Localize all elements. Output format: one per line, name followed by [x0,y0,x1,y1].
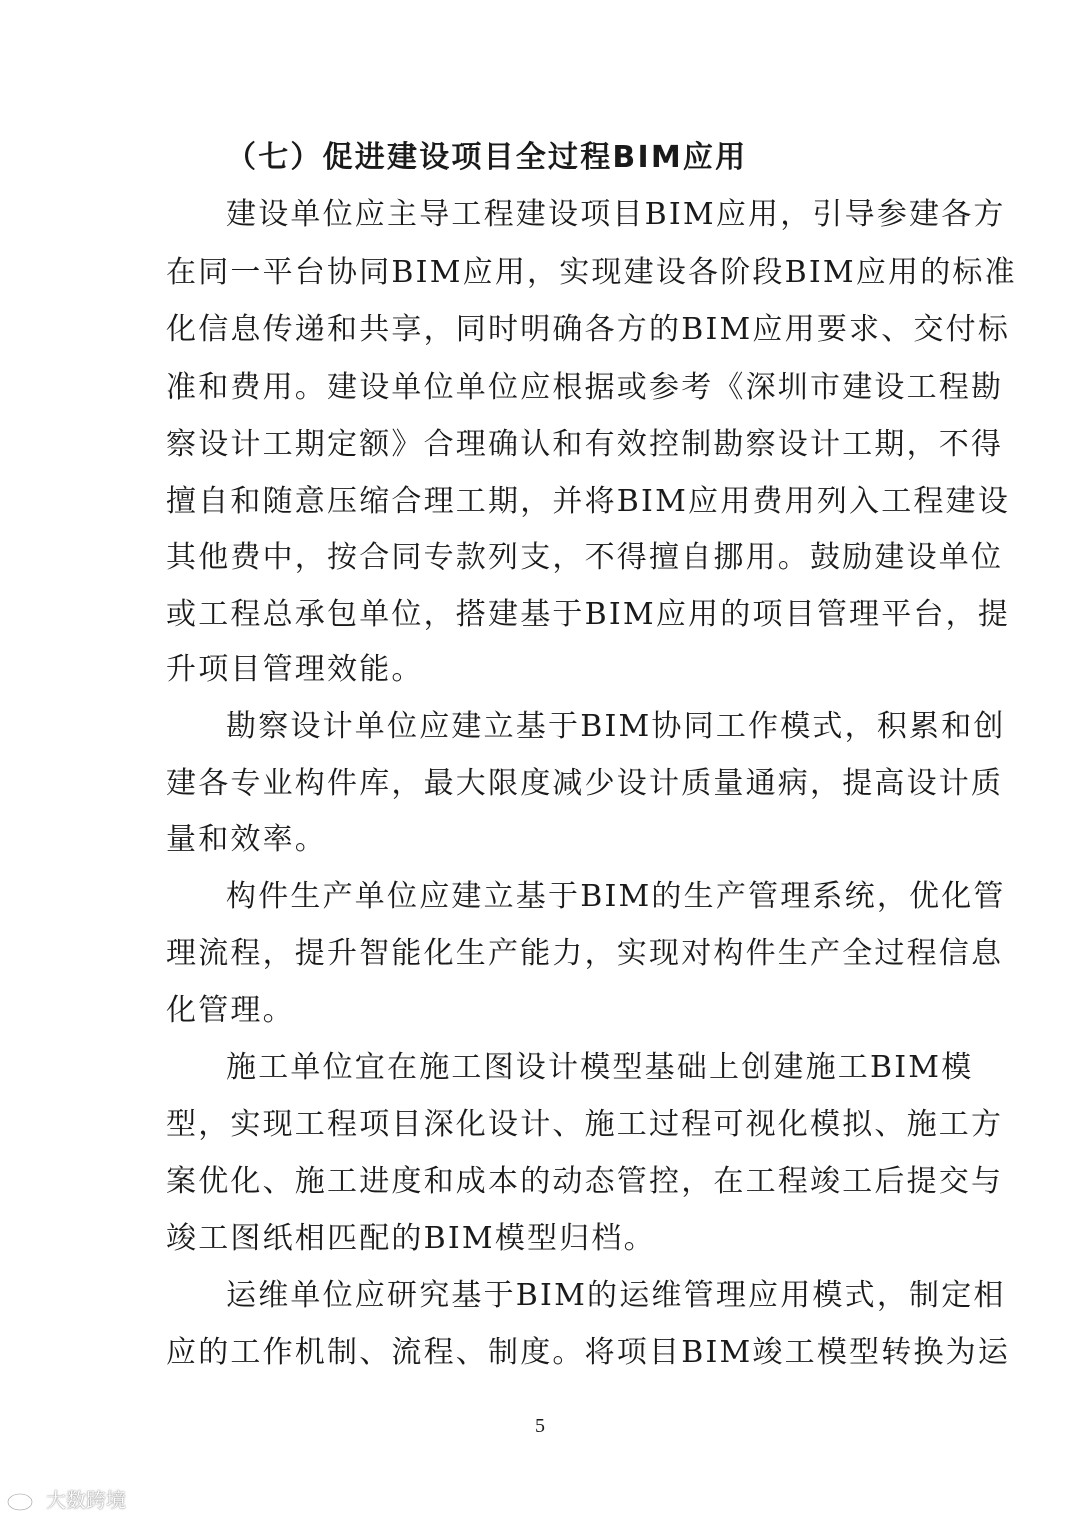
paragraph-line: 施工单位宜在施工图设计模型基础上创建施工BIM模 [226,1050,974,1085]
paragraph-line: 勘察设计单位应建立基于BIM协同工作模式，积累和创 [226,709,1006,744]
paragraph-line: 或工程总承包单位，搭建基于BIM应用的项目管理平台，提 [166,597,1011,632]
paragraph-line: 构件生产单位应建立基于BIM的生产管理系统，优化管 [226,879,1006,914]
paragraph-line: 化管理。 [166,993,295,1028]
paragraph-line: 建设单位应主导工程建设项目BIM应用，引导参建各方 [226,197,1006,232]
paragraph-line: 升项目管理效能。 [166,652,424,687]
paragraph-line: 化信息传递和共享，同时明确各方的BIM应用要求、交付标 [166,312,1011,347]
paragraph-line: 建各专业构件库，最大限度减少设计质量通病，提高设计质 [166,766,1004,801]
weibo-logo-icon [6,1486,40,1512]
paragraph-line: 量和效率。 [166,822,327,857]
paragraph-line: 案优化、施工进度和成本的动态管控，在工程竣工后提交与 [166,1164,1004,1199]
paragraph-line: 型，实现工程项目深化设计、施工过程可视化模拟、施工方 [166,1107,1004,1142]
paragraph-line: 运维单位应研究基于BIM的运维管理应用模式，制定相 [226,1278,1006,1313]
watermark-text: 大数跨境 [46,1488,126,1512]
watermark [6,1484,126,1513]
page-number: 5 [535,1415,545,1437]
paragraph-line: 擅自和随意压缩合理工期，并将BIM应用费用列入工程建设 [166,484,1011,519]
paragraph-line: 理流程，提升智能化生产能力，实现对构件生产全过程信息 [166,936,1004,971]
section-heading: （七）促进建设项目全过程BIM应用 [226,140,748,175]
paragraph-line: 应的工作机制、流程、制度。将项目BIM竣工模型转换为运 [166,1335,1011,1370]
paragraph-line: 竣工图纸相匹配的BIM模型归档。 [166,1221,656,1256]
paragraph-line: 在同一平台协同BIM应用，实现建设各阶段BIM应用的标准 [166,255,1017,290]
paragraph-line: 准和费用。建设单位单位应根据或参考《深圳市建设工程勘 [166,370,1004,405]
paragraph-line: 察设计工期定额》合理确认和有效控制勘察设计工期，不得 [166,427,1004,462]
paragraph-line: 其他费中，按合同专款列支，不得擅自挪用。鼓励建设单位 [166,540,1004,575]
